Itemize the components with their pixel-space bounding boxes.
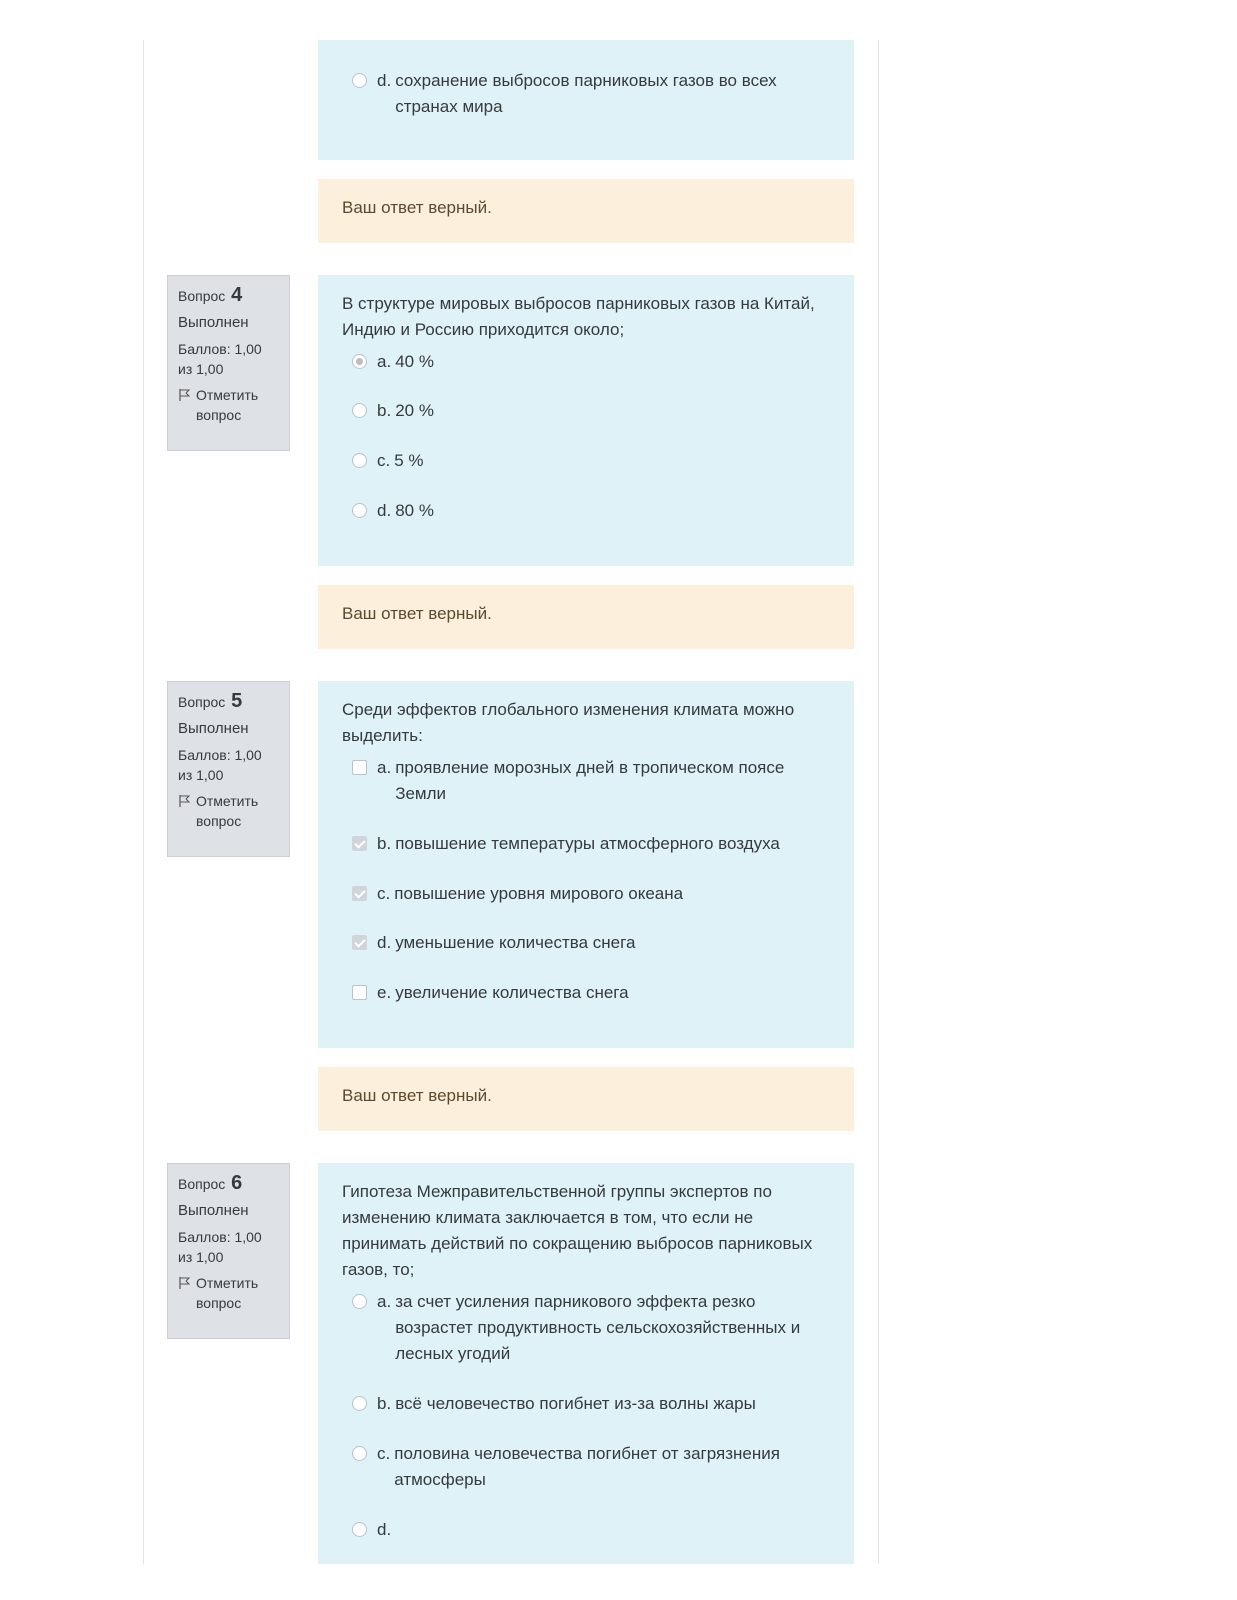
answer-text: повышение температуры атмосферного воздуха bbox=[395, 834, 780, 853]
answer-letter: c. bbox=[377, 884, 391, 903]
answer-option[interactable] bbox=[352, 1391, 830, 1417]
checkbox[interactable] bbox=[352, 935, 367, 950]
feedback-text: Ваш ответ верный. bbox=[342, 198, 492, 217]
question-text: В структуре мировых выбросов парниковых газов на Китай, Индию и Россию приходится около; bbox=[342, 294, 815, 339]
feedback-text: Ваш ответ верный. bbox=[342, 604, 492, 623]
answer-letter: c. bbox=[377, 1444, 391, 1463]
radio-button[interactable] bbox=[352, 1396, 367, 1411]
answer-option[interactable] bbox=[352, 68, 830, 120]
answer-letter: b. bbox=[377, 1394, 392, 1413]
answer-option[interactable] bbox=[352, 398, 830, 424]
answer-text: всё человечество погибнет из-за волны жары bbox=[395, 1394, 756, 1413]
answer-option[interactable] bbox=[352, 831, 830, 857]
answer-letter: a. bbox=[377, 352, 392, 371]
answer-text: 20 % bbox=[395, 401, 434, 420]
answer-option[interactable] bbox=[352, 881, 830, 907]
question-number: Вопрос 4 bbox=[178, 284, 243, 306]
answer-option[interactable] bbox=[352, 498, 830, 524]
answer-option[interactable] bbox=[352, 1289, 830, 1367]
quiz-review-page bbox=[143, 40, 879, 1564]
answer-letter: e. bbox=[377, 983, 392, 1002]
flag-icon bbox=[178, 1276, 192, 1290]
answer-letter: a. bbox=[377, 758, 392, 777]
question-number: Вопрос 6 bbox=[178, 1172, 243, 1194]
answer-option[interactable] bbox=[352, 980, 830, 1006]
question-5-info bbox=[167, 681, 290, 857]
radio-button[interactable] bbox=[352, 503, 367, 518]
question-grade: Баллов: 1,00 из 1,00 bbox=[178, 1229, 262, 1265]
answer-text: 40 % bbox=[395, 352, 434, 371]
question-number: Вопрос 5 bbox=[178, 690, 243, 712]
question-state: Выполнен bbox=[178, 720, 249, 737]
flag-question-link[interactable] bbox=[178, 1273, 279, 1313]
checkbox[interactable] bbox=[352, 836, 367, 851]
flag-label: Отметить вопрос bbox=[196, 793, 259, 829]
question-text: Гипотеза Межправительственной группы экспертов по изменению климата заключается в том, что если не принимать действий по сокращению выбросов парниковых газов, то; bbox=[342, 1182, 813, 1279]
question-state: Выполнен bbox=[178, 1202, 249, 1219]
answer-text: повышение уровня мирового океана bbox=[394, 884, 684, 903]
question-4-feedback bbox=[318, 585, 854, 649]
answer-option[interactable] bbox=[352, 1441, 830, 1493]
flag-icon bbox=[178, 794, 192, 808]
answer-letter: a. bbox=[377, 1292, 392, 1311]
feedback-text: Ваш ответ верный. bbox=[342, 1086, 492, 1105]
flag-label: Отметить вопрос bbox=[196, 387, 259, 423]
answer-option[interactable] bbox=[352, 448, 830, 474]
answer-text: уменьшение количества снега bbox=[395, 933, 636, 952]
question-6-content bbox=[318, 1163, 854, 1564]
answer-option[interactable] bbox=[352, 1517, 830, 1543]
answer-letter: c. bbox=[377, 451, 391, 470]
question-3-feedback bbox=[318, 179, 854, 243]
flag-question-link[interactable] bbox=[178, 791, 279, 831]
answer-letter: d. bbox=[377, 501, 392, 520]
question-6-info bbox=[167, 1163, 290, 1339]
answer-text: 80 % bbox=[395, 501, 434, 520]
radio-button[interactable] bbox=[352, 1522, 367, 1537]
answer-letter: d. bbox=[377, 933, 392, 952]
radio-button[interactable] bbox=[352, 403, 367, 418]
question-4-info bbox=[167, 275, 290, 451]
answer-text: проявление морозных дней в тропическом поясе Земли bbox=[395, 758, 785, 803]
flag-question-link[interactable] bbox=[178, 385, 279, 425]
answer-text: за счет усиления парникового эффекта резко возрастет продуктивность сельскохозяйственных и лесных угодий bbox=[395, 1292, 801, 1363]
question-5-feedback bbox=[318, 1067, 854, 1131]
radio-button[interactable] bbox=[352, 354, 367, 369]
answer-option[interactable] bbox=[352, 349, 830, 375]
question-state: Выполнен bbox=[178, 314, 249, 331]
checkbox[interactable] bbox=[352, 886, 367, 901]
radio-button[interactable] bbox=[352, 453, 367, 468]
radio-button[interactable] bbox=[352, 1446, 367, 1461]
flag-icon bbox=[178, 388, 192, 402]
question-5-content bbox=[318, 681, 854, 1048]
answer-letter: d. bbox=[377, 71, 392, 90]
radio-button[interactable] bbox=[352, 1294, 367, 1309]
question-3-content bbox=[318, 40, 854, 160]
answer-text: половина человечества погибнет от загрязнения атмосферы bbox=[394, 1444, 780, 1489]
question-grade: Баллов: 1,00 из 1,00 bbox=[178, 747, 262, 783]
checkbox[interactable] bbox=[352, 985, 367, 1000]
answer-option[interactable] bbox=[352, 930, 830, 956]
answer-letter: b. bbox=[377, 834, 392, 853]
answer-text: 5 % bbox=[394, 451, 424, 470]
flag-label: Отметить вопрос bbox=[196, 1275, 259, 1311]
answer-option[interactable] bbox=[352, 755, 830, 807]
checkbox[interactable] bbox=[352, 760, 367, 775]
question-grade: Баллов: 1,00 из 1,00 bbox=[178, 341, 262, 377]
answer-text: сохранение выбросов парниковых газов во всех странах мира bbox=[395, 71, 777, 116]
question-text: Среди эффектов глобального изменения климата можно выделить: bbox=[342, 700, 795, 745]
answer-text: увеличение количества снега bbox=[395, 983, 629, 1002]
question-4-content bbox=[318, 275, 854, 566]
answer-letter: d. bbox=[377, 1520, 392, 1539]
radio-button[interactable] bbox=[352, 73, 367, 88]
answer-letter: b. bbox=[377, 401, 392, 420]
